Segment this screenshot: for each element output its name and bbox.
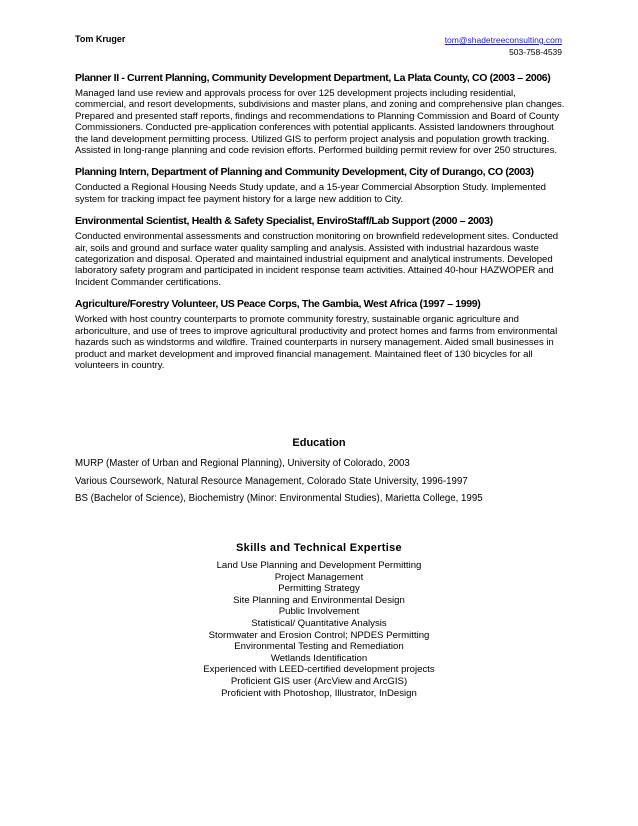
education-item: Various Coursework, Natural Resource Management, Colorado State University, 1996-1997 — [75, 475, 468, 487]
job-description: Conducted environmental assessments and construction monitoring on brownfield redevelopment sites. Conducted air, soils and ground and surface water quality sampling and analysis. Assisted with industrial hazardous waste categorization and disposal. Operated and maintained industrial equipment and analytical instruments. Developed laboratory safety program and participated in incident response team activities. Attained 40-hour HAZWOPER and Incident Commander certifications. — [75, 231, 559, 288]
job-entry — [75, 71, 565, 156]
education-item: BS (Bachelor of Science), Biochemistry (Minor: Environmental Studies), Marietta College, 1995 — [75, 493, 483, 504]
job-title: Environmental Scientist, Health & Safety Specialist, EnviroStaff/Lab Support (2000 – 2003) — [75, 215, 493, 228]
skills-heading: Skills and Technical Expertise — [236, 542, 402, 554]
skill-item: Proficient GIS user (ArcView and ArcGIS) — [230, 675, 408, 687]
job-description: Conducted a Regional Housing Needs Study update, and a 15-year Commercial Absorption Study. Implemented system for tracking impact fee payment history for a large new addition to City. — [75, 182, 546, 205]
skill-item: Site Planning and Environmental Design — [233, 594, 405, 606]
skill-item: Statistical/ Quantitative Analysis — [251, 617, 387, 629]
job-title: Planning Intern, Department of Planning and Community Development, City of Durango, CO (2003) — [75, 166, 534, 179]
skill-item: Public Involvement — [278, 606, 360, 618]
skill-item: Land Use Planning and Development Permitting — [216, 560, 422, 571]
job-description: Worked with host country counterparts to promote community forestry, sustainable organic agriculture and arboriculture, and use of trees to improve agricultural productivity and protect homes and farms from environmental hazards such as windstorms and wildfire. Trained counterparts in nursery management. Aided small businesses in product and market development and improved financial management. Maintained fleet of 130 bicycles for all volunteers in country. — [75, 314, 558, 371]
skills-list — [0, 560, 638, 699]
author-name: Tom Kruger — [75, 34, 126, 44]
skill-item: Permitting Strategy — [278, 583, 360, 595]
skill-item: Stormwater and Erosion Control; NPDES Permitting — [208, 629, 430, 641]
education-heading: Education — [292, 437, 346, 449]
contact-block — [445, 34, 562, 58]
education-list — [75, 455, 575, 508]
experience-list — [75, 71, 565, 380]
job-entry — [75, 165, 565, 205]
job-description: Managed land use review and approvals process for over 125 development projects including residential, commercial, and resort developments, subdivisions and master plans, and zoning and comprehensive plan changes. Prepared and presented staff reports, findings and recommendations to Planning Commission and Board of County Commissioners. Conducted pre-application conferences with potential applicants. Assisted landowners throughout the land development permitting process. Utilized GIS to perform project analysis and population growth tracking. Assisted in long-range planning and code revision efforts. Performed building permit review for over 250 structures. — [75, 88, 565, 157]
education-item: MURP (Master of Urban and Regional Planning), University of Colorado, 2003 — [75, 458, 410, 469]
phone-number: 503-758-4539 — [509, 47, 562, 57]
job-entry — [75, 214, 565, 288]
job-title: Planner II - Current Planning, Community Development Department, La Plata County, CO (2003 – 2006) — [75, 72, 551, 84]
skill-item: Wetlands Identification — [270, 652, 368, 664]
skill-item: Environmental Testing and Remediation — [234, 641, 404, 653]
skill-item: Proficient with Photoshop, Illustrator, InDesign — [221, 687, 417, 699]
job-entry — [75, 297, 565, 371]
skill-item: Project Management — [274, 571, 364, 583]
job-title: Agriculture/Forestry Volunteer, US Peace Corps, The Gambia, West Africa (1997 – 1999) — [75, 298, 481, 311]
skill-item: Experienced with LEED-certified development projects — [203, 664, 435, 676]
email-link[interactable]: tom@shadetreeconsulting.com — [444, 35, 562, 45]
